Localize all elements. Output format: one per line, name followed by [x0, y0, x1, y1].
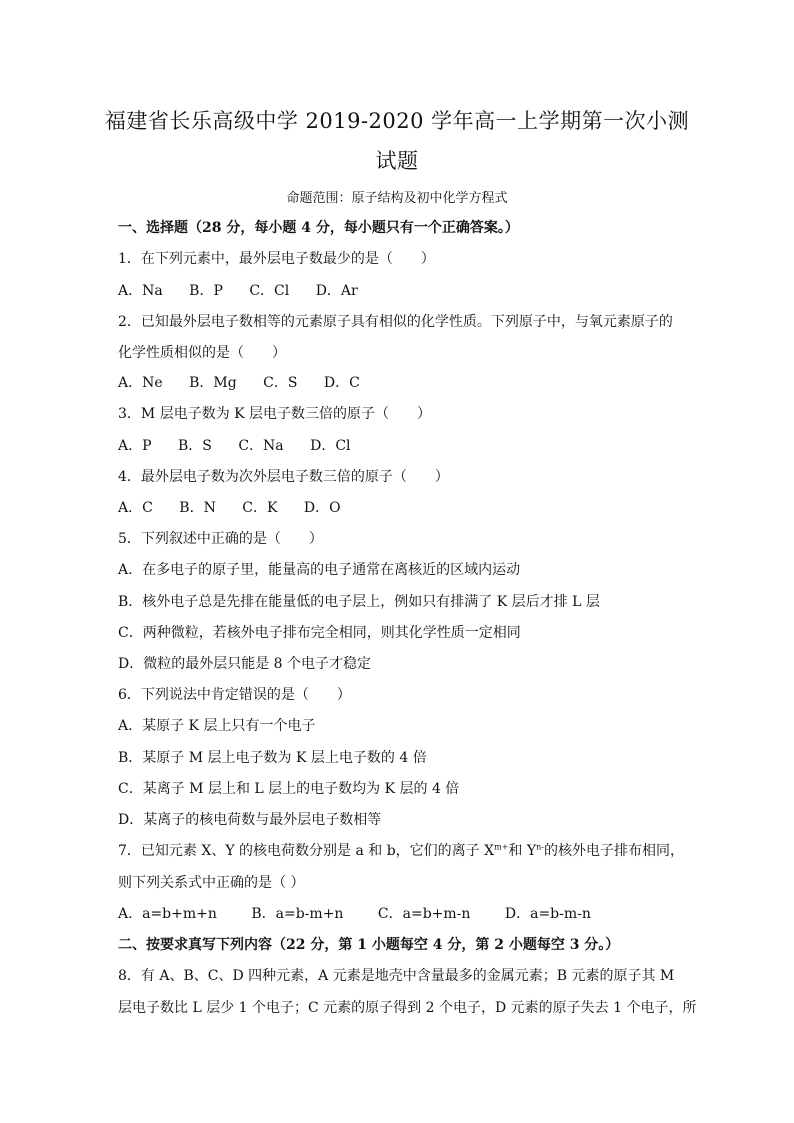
section-heading-choice: 一、选择题（28 分，每小题 4 分，每小题只有一个正确答案。）: [118, 220, 519, 236]
option-c: C．a=b+m-n: [377, 906, 471, 922]
question-3-stem: 3．M 层电子数为 K 层电子数三倍的原子（ ）: [118, 406, 432, 422]
question-8-line-1: 8．有 A、B、C、D 四种元素，A 元素是地壳中含量最多的金属元素；B 元素的原子其 M: [118, 968, 675, 984]
question-6-option-c: C．某离子 M 层上和 L 层上的电子数均为 K 层的 4 倍: [118, 781, 460, 797]
question-1-stem: 1．在下列元素中，最外层电子数最少的是（ ）: [118, 251, 435, 267]
question-8-line-2: 层电子数比 L 层少 1 个电子；C 元素的原子得到 2 个电子，D 元素的原子失去 1 个电子，所: [118, 1000, 697, 1016]
question-3-options: [118, 436, 688, 456]
question-5-stem: 5．下列叙述中正确的是（ ）: [118, 531, 323, 547]
option-d: D．O: [303, 500, 341, 516]
option-c: C．Cl: [249, 283, 290, 299]
question-7-options: [118, 904, 688, 924]
question-5-option-d: D．微粒的最外层只能是 8 个电子才稳定: [118, 656, 372, 672]
option-a: A．P: [118, 438, 152, 454]
question-7-stem-continued: 则下列关系式中正确的是（ ）: [118, 875, 305, 891]
question-7-text-2: 和 Y: [508, 843, 537, 859]
question-4-options: [118, 498, 688, 518]
question-6-option-d: D．某离子的核电荷数与最外层电子数相等: [118, 812, 382, 828]
option-b: B．N: [179, 500, 216, 516]
question-7-text-3: 的核外电子排布相同，: [543, 843, 684, 859]
ion-charge-y: n-: [536, 842, 544, 852]
question-1-options: [118, 281, 688, 301]
option-d: D．a=b-m-n: [504, 906, 591, 922]
option-b: B．Mg: [189, 375, 237, 391]
option-b: B．a=b-m+n: [251, 906, 344, 922]
section-heading-fill: 二、按要求真写下列内容（22 分，第 1 小题每空 4 分，第 2 小题每空 3 分。）: [118, 937, 620, 953]
option-d: D．Cl: [310, 438, 351, 454]
exam-title-continued: 试题: [375, 149, 419, 173]
question-2-stem: 2．已知最外层电子数相等的元素原子具有相似的化学性质。下列原子中，与氧元素原子的: [118, 314, 673, 330]
option-a: A．Ne: [118, 375, 163, 391]
option-a: A．C: [118, 500, 153, 516]
option-d: D．Ar: [315, 283, 358, 299]
option-a: A．a=b+m+n: [118, 906, 217, 922]
question-6-stem: 6．下列说法中肯定错误的是（ ）: [118, 687, 351, 703]
option-c: C．Na: [238, 438, 284, 454]
option-b: B．S: [177, 438, 212, 454]
question-7-stem: [118, 841, 688, 861]
option-d: D．C: [323, 375, 360, 391]
question-4-stem: 4．最外层电子数为次外层电子数三倍的原子（ ）: [118, 469, 449, 485]
question-7-text-1: 7．已知元素 X、Y 的核电荷数分别是 a 和 b，它们的离子 X: [118, 843, 495, 859]
question-5-option-a: A．在多电子的原子里，能量高的电子通常在离核近的区域内运动: [118, 562, 521, 578]
option-c: C．K: [242, 500, 278, 516]
option-b: B．P: [189, 283, 223, 299]
question-6-option-a: A．某原子 K 层上只有一个电子: [118, 718, 316, 734]
question-2-options: [118, 373, 688, 393]
option-a: A．Na: [118, 283, 163, 299]
question-5-option-c: C．两种微粒，若核外电子排布完全相同，则其化学性质一定相同: [118, 625, 521, 641]
exam-scope: 命题范围：原子结构及初中化学方程式: [286, 191, 508, 206]
question-6-option-b: B．某原子 M 层上电子数为 K 层上电子数的 4 倍: [118, 750, 427, 766]
question-2-stem-continued: 化学性质相似的是（ ）: [118, 345, 286, 361]
ion-charge-x: m+: [494, 842, 509, 852]
option-c: C．S: [263, 375, 298, 391]
exam-title: 福建省长乐高级中学 2019-2020 学年高一上学期第一次小测: [104, 109, 690, 133]
question-5-option-b: B．核外电子总是先排在能量低的电子层上，例如只有排满了 K 层后才排 L 层: [118, 594, 600, 610]
